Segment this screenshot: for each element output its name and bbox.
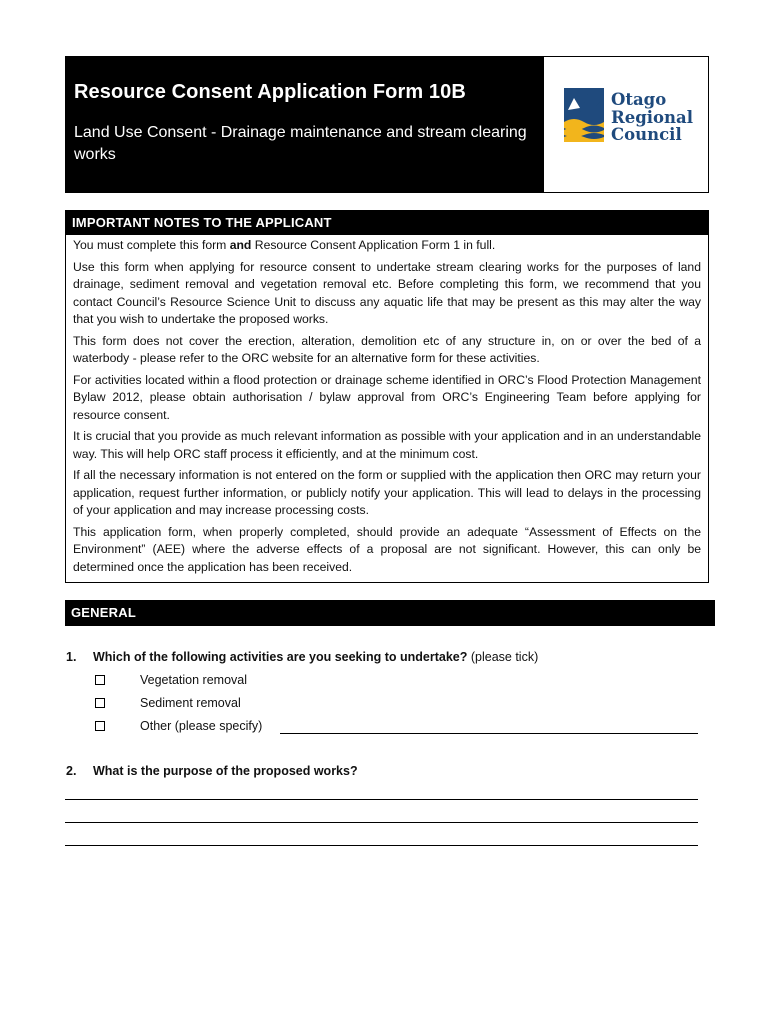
notes-paragraph <box>73 237 701 255</box>
answer-line[interactable] <box>65 845 698 846</box>
important-notes-box <box>65 210 709 583</box>
option-label: Other (please specify) <box>140 719 263 733</box>
checkbox-other[interactable] <box>95 721 105 731</box>
logo-line-regional: Regional <box>611 107 693 127</box>
notes-text: You must complete this form <box>73 238 230 252</box>
logo-line-council: Council <box>611 125 682 144</box>
notes-paragraph: This application form, when properly completed, should provide an adequate “Assessment of Effects on the Environment” (AEE) where the adverse effects of a proposal are not significant. However, this can only be determined once the application has been received. <box>73 524 701 574</box>
form-header <box>65 56 709 193</box>
orc-logo-icon <box>564 88 604 142</box>
notes-text: Resource Consent Application Form 1 in full. <box>251 238 496 252</box>
notes-emphasis: and <box>229 238 252 252</box>
answer-line[interactable] <box>65 822 698 823</box>
question-2 <box>66 764 358 778</box>
question-text: Which of the following activities are you seeking to undertake? <box>93 650 468 664</box>
notes-paragraph: Use this form when applying for resource consent to undertake stream clearing works for the purposes of land drainage, sediment removal and vegetation removal etc. Before completing this form, we recommend that you contact Council’s Resource Science Unit to discuss any aquatic life that may be present as this may alter the way that you wish to undertake the proposed works. <box>73 259 701 326</box>
header-title-block <box>66 57 544 192</box>
checkbox-sediment-removal[interactable] <box>95 698 105 708</box>
orc-logo <box>544 57 708 192</box>
question-text: What is the purpose of the proposed works? <box>93 764 358 778</box>
other-specify-field[interactable] <box>280 733 698 734</box>
notes-paragraph: It is crucial that you provide as much relevant information as possible with your application and in an understandable way. This will help ORC staff process it efficiently, and at the minimum cost. <box>73 429 701 461</box>
notes-body <box>66 235 708 576</box>
notes-paragraph: For activities located within a flood protection or drainage scheme identified in ORC’s Flood Protection Management Bylaw 2012, please obtain authorisation / bylaw approval from ORC’s Engineering Team before applying for resource consent. <box>73 372 701 422</box>
form-subtitle: Land Use Consent - Drainage maintenance and stream clearing works <box>74 124 527 163</box>
question-number: 1. <box>66 650 77 664</box>
option-label: Sediment removal <box>140 696 241 710</box>
question-1 <box>66 650 538 664</box>
general-heading: GENERAL <box>65 600 715 626</box>
orc-logo-text <box>611 91 693 144</box>
question-number: 2. <box>66 764 77 778</box>
notes-paragraph: If all the necessary information is not entered on the form or supplied with the application then ORC may return your application, request further information, or publicly notify your application. This will lead to delays in the processing of your application and may increase processing costs. <box>73 468 701 517</box>
notes-paragraph: This form does not cover the erection, alteration, demolition etc of any structure in, on or over the bed of a waterbody - please refer to the ORC website for an alternative form for these activities. <box>73 333 701 365</box>
question-hint: (please tick) <box>470 650 539 664</box>
logo-line-otago: Otago <box>611 90 667 109</box>
answer-line[interactable] <box>65 799 698 800</box>
notes-heading: IMPORTANT NOTES TO THE APPLICANT <box>66 211 708 235</box>
checkbox-vegetation-removal[interactable] <box>95 675 105 685</box>
option-label: Vegetation removal <box>140 673 248 687</box>
form-title: Resource Consent Application Form 10B <box>74 81 466 103</box>
